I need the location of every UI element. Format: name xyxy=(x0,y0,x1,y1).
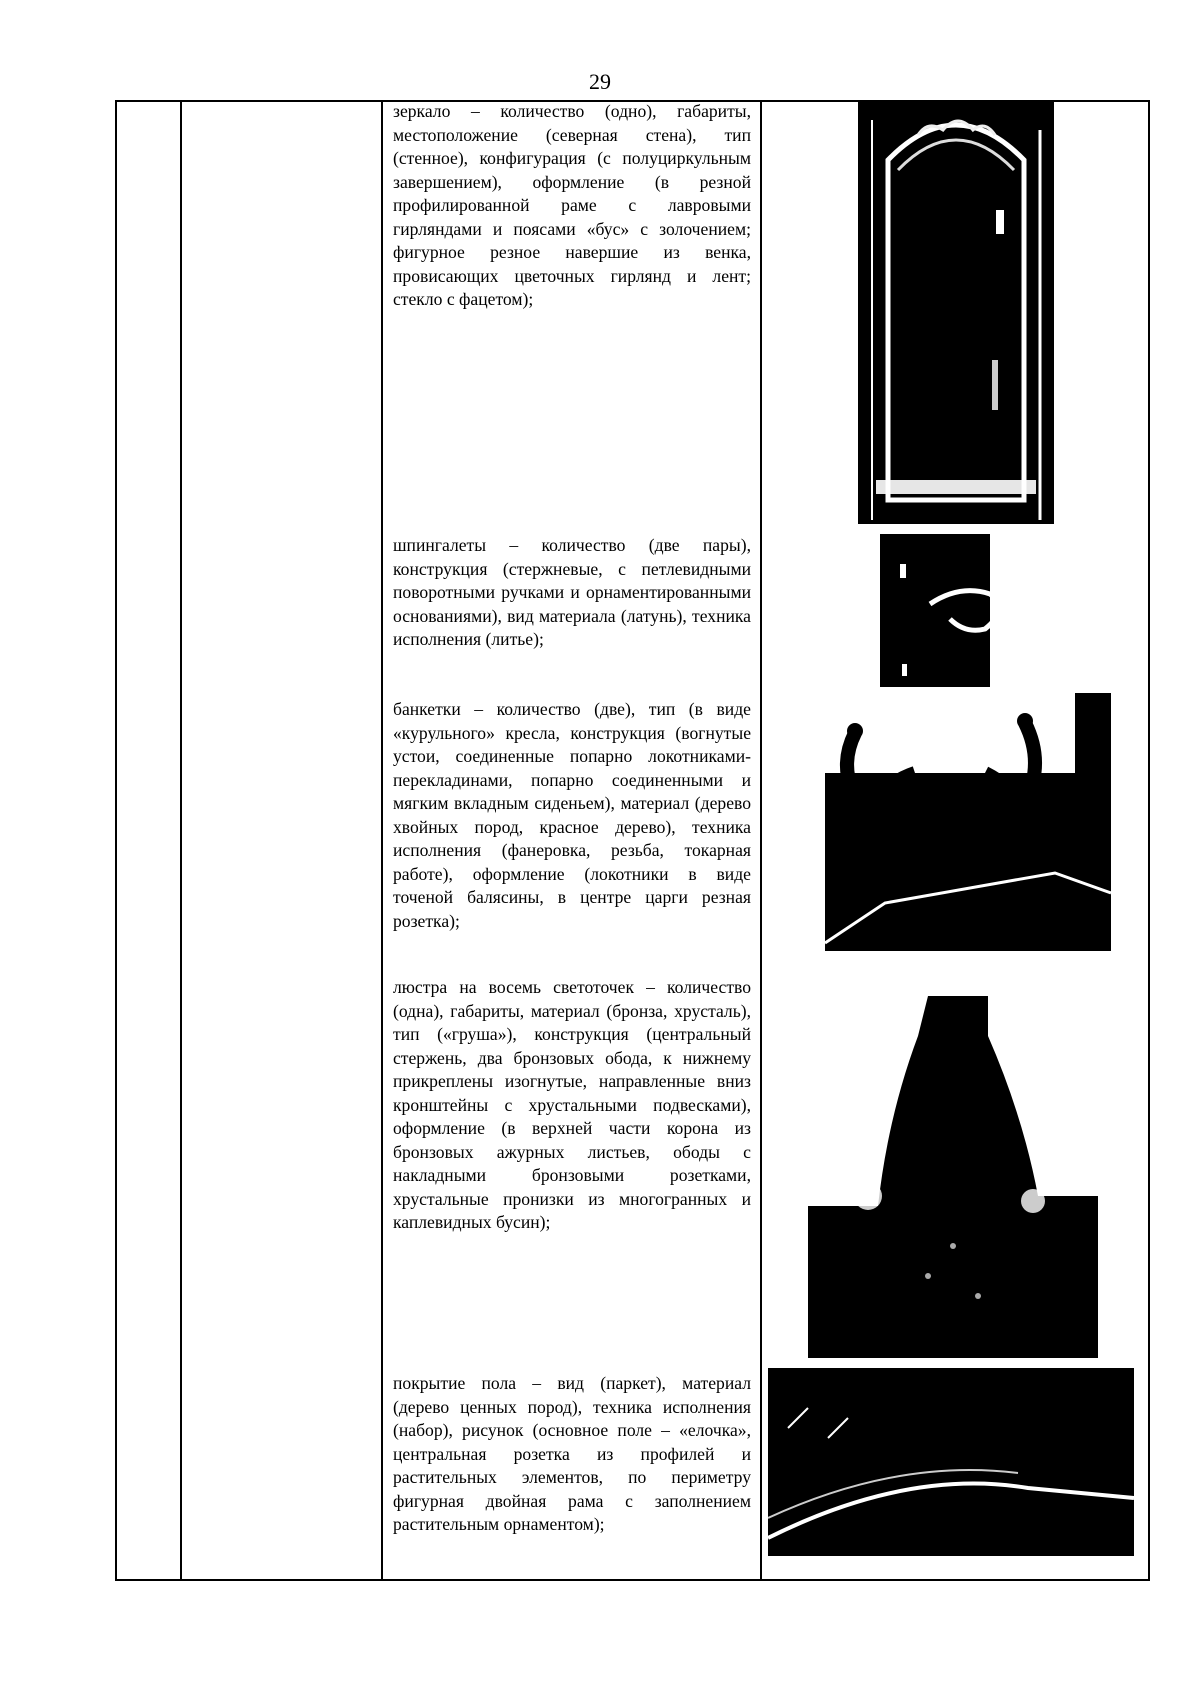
column-divider-1 xyxy=(180,100,182,1581)
parquet-description: покрытие пола – вид (паркет), материал (дерево ценных пород), техника исполнения (набор), рисунок (основное поле – «елочка», центральная розетка из профилей и растительных элементов, по периметру фигурная двойная рама с заполнением растительным орнаментом); xyxy=(393,1373,751,1534)
column-divider-2 xyxy=(381,100,383,1581)
page-number: 29 xyxy=(589,69,611,94)
mirror-photo xyxy=(858,100,1054,524)
parquet-photo xyxy=(768,1368,1134,1556)
bench-description: банкетки – количество (две), тип (в виде «курульного» кресла, конструкция (вогнутые устои, соединенные попарно локотниками-перекладинами, попарно соединенными и мягким вкладным сиденьем), материал (дерево хвойных пород, красное дерево), техника исполнения (фанеровка, резьба, токарная работе), оформление (локотники в виде точеной балясины, в центре царги резная розетка); xyxy=(393,699,751,931)
mirror-description: зеркало – количество (одно), габариты, местоположение (северная стена), тип (стенное), конфигурация (с полуциркульным завершением), оформление (в резной профилированной раме с лавровыми гирляндами и поясами «бус» с золочением; фигурное резное навершие из венка, провисающих цветочных гирлянд и лент; стекло с фацетом); xyxy=(393,101,751,309)
bench-photo xyxy=(795,693,1111,951)
chandelier-description: люстра на восемь светоточек – количество (одна), габариты, материал (бронза, хрусталь), тип («груша»), конструкция (центральный стержень, два бронзовых обода, к нижнему прикреплены изогнутые, направленные вниз кронштейны с хрустальными подвесками), оформление (в верхней части корона из бронзовых ажурных листьев, ободы с накладными бронзовыми розетками, хрустальные пронизки из многогранных и каплевидных бусин); xyxy=(393,977,751,1232)
espagnolette-photo xyxy=(880,534,1019,687)
chandelier-photo xyxy=(808,996,1098,1358)
column-divider-3 xyxy=(760,100,762,1581)
espagnolette-description: шпингалеты – количество (две пары), конструкция (стержневые, с петлевидными поворотными ручками и орнаментированными основаниями), вид материала (латунь), техника исполнения (литье); xyxy=(393,535,751,649)
